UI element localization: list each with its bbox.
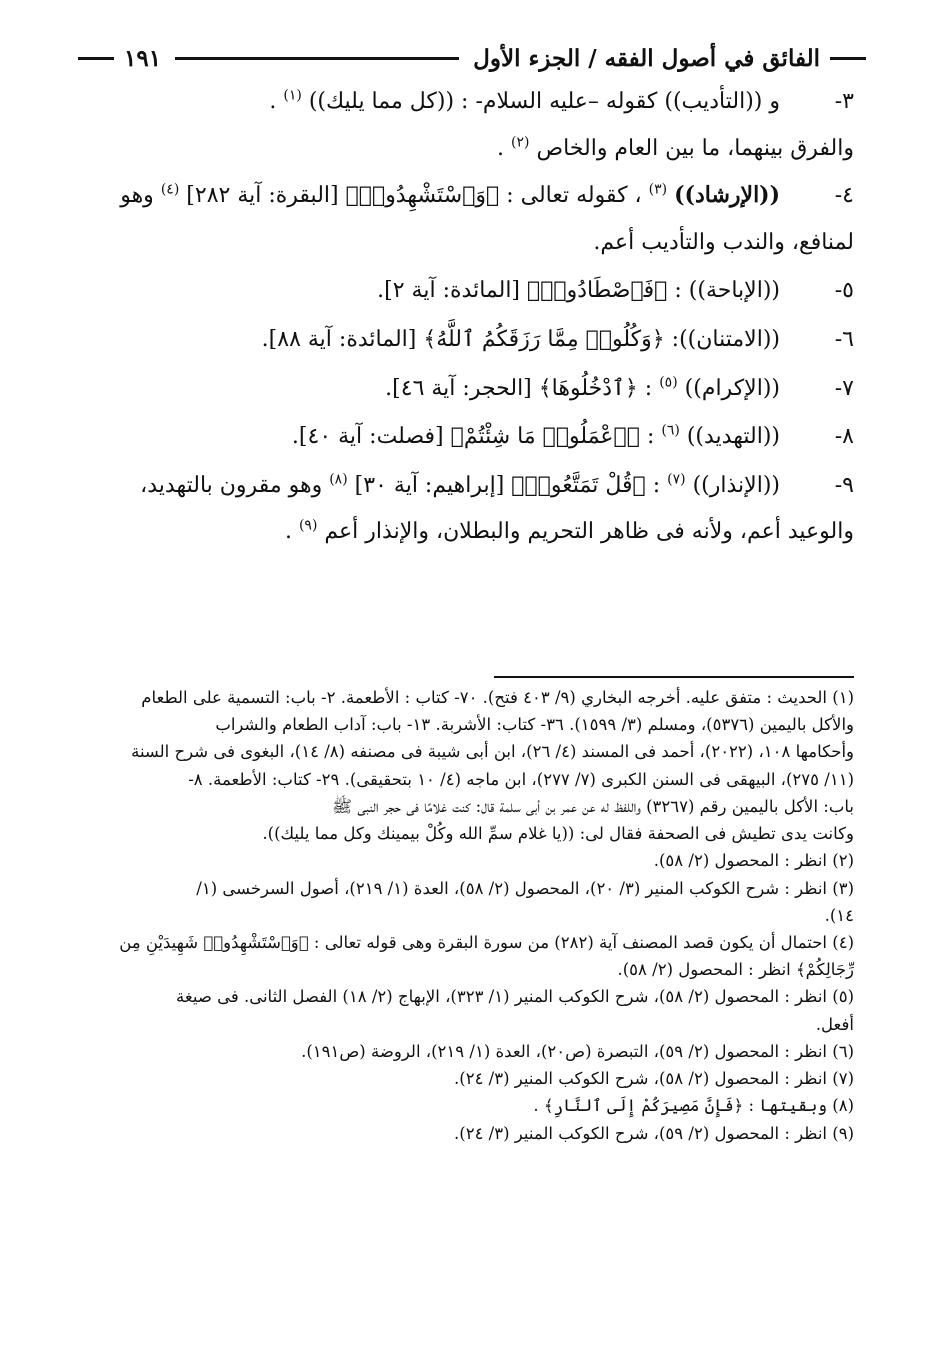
footnote-ref[interactable]: (٨) <box>329 471 348 488</box>
paragraph-difference: والفرق بينهما، ما بين العام والخاص $^{(٢)}$ . <box>497 134 854 161</box>
list-item-4: ٤- ((الإرشاد)) $^{(٣)}$ ، كقوله تعالى : ﴿وَٱسْتَشْهِدُوا۟﴾ [البقرة: آية ٢٨٢] $^{(٤)}$ وهو <box>84 181 854 211</box>
item-text: ، كقوله تعالى : ﴿وَٱسْتَشْهِدُوا۟﴾ [البقرة: آية ٢٨٢] <box>186 183 642 209</box>
footnote-ref[interactable]: (٧) <box>667 471 686 488</box>
item-text: : ﴿قُلْ تَمَتَّعُوا۟﴾ [إبراهيم: آية ٣٠] <box>354 472 661 498</box>
footnote-ref[interactable]: (٤) <box>160 181 180 198</box>
paragraph-manafi <box>84 229 854 258</box>
footnote-6: (٦) انظر : المحصول (٢/ ٥٩)، التبصرة (ص٢٠)، العدة (١/ ٢١٩)، الروضة (ص١٩١). <box>301 1041 854 1061</box>
list-item-6 <box>84 326 854 355</box>
item-number: ٩- <box>834 472 854 498</box>
list-item-9: ٩- ((الإنذار)) $^{(٧)}$ : ﴿قُلْ تَمَتَّعُوا۟﴾ [إبراهيم: آية ٣٠] $^{(٨)}$ وهو مقرون بالتهديد، <box>84 472 854 501</box>
item-text: : ﴿ٱدْخُلُوهَا﴾ [الحجر: آية ٤٦]. <box>385 375 653 401</box>
item-label: ((الإرشاد)) <box>674 182 780 209</box>
item-text: و ((التأديب)) كقوله –عليه السلام- : ((كل مما يليك)) <box>308 89 780 114</box>
footnote-1-line: وكانت يدى تطيش فى الصحفة فقال لى: ((يا غلام سمِّ الله وكُلْ بيمينك وكل مما يليك)). <box>262 824 854 844</box>
header-dash <box>78 57 114 60</box>
item-number: ٧- <box>834 375 854 401</box>
paragraph-waeed: والوعيد أعم، ولأنه فى ظاهر التحريم والبطلان، والإنذار أعم $^{(٩)}$ . <box>284 518 854 545</box>
book-title: الفائق في أصول الفقه / الجزء الأول <box>473 44 820 72</box>
list-item-5 <box>84 277 854 306</box>
footnote-separator <box>494 676 854 678</box>
footnote-3-line: ١٤). <box>824 905 854 925</box>
paragraph-text: والوعيد أعم، ولأنه فى ظاهر التحريم والبطلان، والإنذار أعم <box>324 519 854 545</box>
item-number: ٦- <box>834 326 854 352</box>
paragraph-text: لمنافع، والندب والتأديب أعم. <box>593 229 854 255</box>
footnote-1-line: والأكل باليمين (٥٣٧٦)، ومسلم (٣/ ١٥٩٩). ٣٦- كتاب: الأشربة. ١٣- باب: آداب الطعام والشراب <box>215 715 854 735</box>
item-number: ٤- <box>834 183 854 209</box>
footnote-1: (١) الحديث : متفق عليه. أخرجه البخاري (٩/ ٤٠٣ فتح). ٧٠- كتاب : الأطعمة. ٢- باب: التسمية على الطعام <box>141 688 854 707</box>
footnote-ref[interactable]: (٢) <box>511 134 530 151</box>
main-text <box>84 82 854 547</box>
item-number: ٥- <box>834 278 854 304</box>
footnote-5: (٥) انظر : المحصول (٢/ ٥٨)، شرح الكوكب المنير (١/ ٣٢٣)، الإبهاج (٢/ ١٨) الفصل الثانى. فى صيغة <box>176 987 854 1007</box>
footnote-ref[interactable]: (٣) <box>648 181 668 198</box>
footnote-ref[interactable]: (١) <box>283 87 302 104</box>
footnote-ref[interactable]: (٥) <box>659 374 678 391</box>
list-item-3: ٣- و ((التأديب)) كقوله –عليه السلام- : ((كل مما يليك)) $^{(١)}$ . <box>84 88 854 117</box>
item-text: ((الإباحة)) : ﴿فَٱصْطَادُوا۟﴾ [المائدة: آية ٢]. <box>377 278 780 304</box>
item-text: ((الامتنان)): ﴿وَكُلُوا۟ مِمَّا رَزَقَكُمُ ٱللَّهُ﴾ [المائدة: آية ٨٨]. <box>261 326 780 352</box>
item-text: : ﴿ٱعْمَلُوا۟ مَا شِئْتُمْ﴾ [فصلت: آية ٤٠]. <box>291 424 655 450</box>
footnote-7: (٧) انظر : المحصول (٢/ ٥٨)، شرح الكوكب المنير (٣/ ٢٤). <box>454 1069 854 1089</box>
list-item-7 <box>84 375 854 404</box>
footnote-1-line: (١١/ ٢٧٥)، البيهقى فى السنن الكبرى (٧/ ٢٧٧)، ابن ماجه (٤/ ١٠ بتحقيقى). ٢٩- كتاب: الأطعمة. ٨- <box>188 769 854 789</box>
footnote-ref[interactable]: (٩) <box>298 518 318 535</box>
item-label: ((الإنذار)) <box>692 472 780 498</box>
header-dash <box>830 57 866 60</box>
paragraph-text: والفرق بينهما، ما بين العام والخاص <box>536 135 854 161</box>
footnote-4: (٤) احتمال أن يكون قصد المصنف آية (٢٨٢) من سورة البقرة وهى قوله تعالى : ﴿وَٱسْتَشْهِدُوا۟ شَهِيدَيْنِ مِن <box>119 932 854 952</box>
footnote-9: (٩) انظر : المحصول (٢/ ٥٩)، شرح الكوكب المنير (٣/ ٢٤). <box>454 1123 854 1143</box>
page-number: ١٩١ <box>124 44 162 72</box>
footnotes <box>84 684 854 1147</box>
item-number: ٨- <box>834 424 854 450</box>
footnote-1-line: وأحكامها ١٠٨، (٢٠٢٢)، أحمد فى المسند (٤/ ٢٦)، ابن أبى شيبة فى مصنفه (٨/ ١٤)، البغوى فى شرح السنة <box>131 742 854 762</box>
footnote-3: (٣) انظر : شرح الكوكب المنير (٣/ ٢٠)، المحصول (٢/ ٥٨)، العدة (١/ ٢١٩)، أصول السرخسى (١/ <box>196 878 854 898</box>
item-label: ((التهديد)) <box>686 424 780 450</box>
running-header <box>78 38 866 78</box>
footnote-8: (٨) وبقيتها : ﴿فَإِنَّ مَصِيرَكُمْ إِلَى ٱلنَّارِ﴾ . <box>533 1096 854 1116</box>
footnote-5-line: أفعل. <box>815 1014 854 1034</box>
footnote-2: (٢) انظر : المحصول (٢/ ٥٨). <box>653 851 854 871</box>
item-number: ٣- <box>834 89 854 114</box>
item-label: ((الإكرام)) <box>684 375 780 401</box>
list-item-8 <box>84 423 854 452</box>
footnote-ref[interactable]: (٦) <box>661 422 680 439</box>
footnote-1-line: باب: الأكل باليمين رقم (٣٢٦٧) واللفظ له عن عمر بن أبى سلمة قال: كنت غلامًا فى حجر النبى ﷺ <box>332 796 854 816</box>
footnote-4-line: رِّجَالِكُمْ﴾ انظر : المحصول (٢/ ٥٨). <box>617 960 854 980</box>
header-rule <box>175 57 459 60</box>
